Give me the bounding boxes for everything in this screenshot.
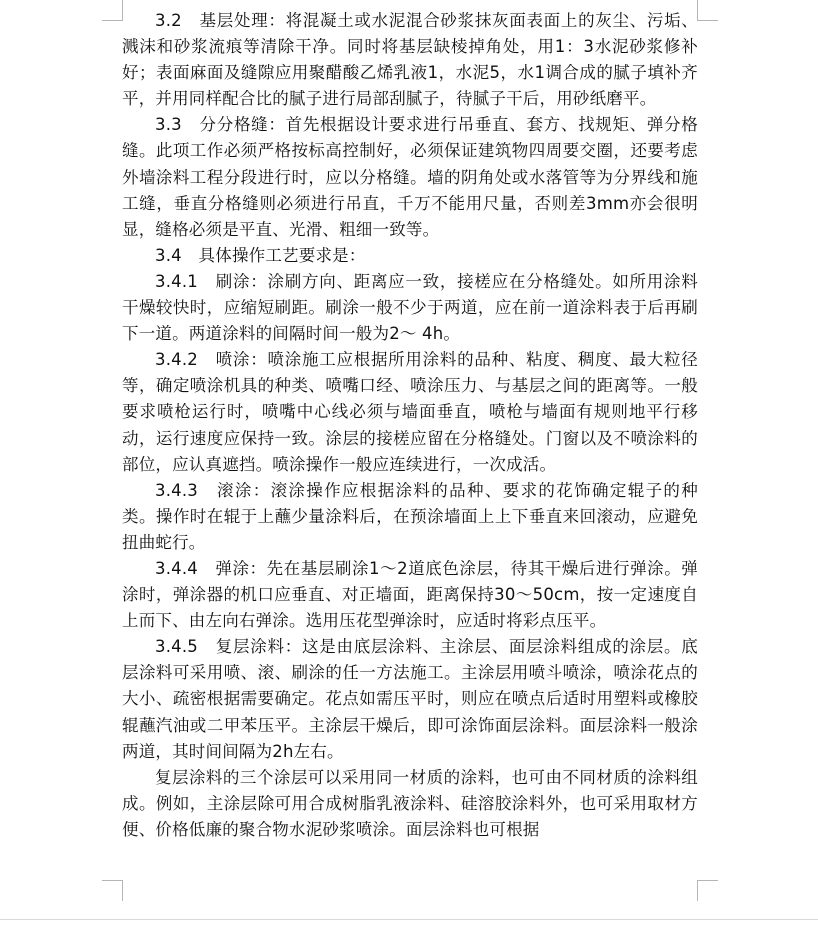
- paragraph-3-4-5: 3.4.5 复层涂料：这是由底层涂料、主涂层、面层涂料组成的涂层。底层涂料可采用喷、滚、刷涂的任一方法施工。主涂层用喷斗喷涂，喷涂花点的大小、疏密根据需要确定。花点如需压平时，则应在喷点后适时用塑料或橡胶辊蘸汽油或二甲苯压平。主涂层干燥后，即可涂饰面层涂料。面层涂料一般涂两道，其时间间隔为2h左右。: [122, 637, 698, 761]
- paragraph-3-4-3: 3.4.3 滚涂：滚涂操作应根据涂料的品种、要求的花饰确定辊子的种类。操作时在辊于上蘸少量涂料后，在预涂墙面上上下垂直来回滚动，应避免扭曲蛇行。: [122, 480, 698, 552]
- crop-mark-bottom-left: [102, 880, 123, 901]
- paragraph-multilayer-coating: 复层涂料的三个涂层可以采用同一材质的涂料，也可由不同材质的涂料组成。例如，主涂层除可用合成树脂乳液涂料、硅溶胶涂料外，也可采用取材方便、价格低廉的聚合物水泥砂浆喷涂。面层涂料也可根据: [122, 767, 698, 839]
- crop-mark-top-left: [102, 0, 123, 21]
- paragraph-3-3: 3.3 分分格缝：首先根据设计要求进行吊垂直、套方、找规矩、弹分格缝。此项工作必须严格按标高控制好，必须保证建筑物四周要交圈，还要考虑外墙涂料工程分段进行时，应以分格缝。墙的阴角处或水落管等为分界线和施工缝，垂直分格缝则必须进行吊直，千万不能用尺量，否则差3mm亦会很明显，缝格必须是平直、光滑、粗细一致等。: [122, 115, 698, 239]
- paragraph-3-4: 3.4 具体操作工艺要求是：: [155, 245, 366, 265]
- document-body: [122, 8, 698, 843]
- paragraph-3-4-2: 3.4.2 喷涂：喷涂施工应根据所用涂料的品种、粘度、稠度、最大粒径等，确定喷涂机具的种类、喷嘴口经、喷涂压力、与基层之间的距离等。一般要求喷枪运行时，喷嘴中心线必须与墙面垂直，喷枪与墙面有规则地平行移动，运行速度应保持一致。涂层的接槎应留在分格缝处。门窗以及不喷涂料的部位，应认真遮挡。喷涂操作一般应连续进行，一次成活。: [122, 350, 698, 474]
- crop-mark-bottom-right: [697, 880, 718, 901]
- page-bottom-divider: [0, 919, 818, 920]
- paragraph-3-4-4: 3.4.4 弹涂：先在基层刷涂1～2道底色涂层，待其干燥后进行弹涂。弹涂时，弹涂器的机口应垂直、对正墙面，距离保持30～50cm，按一定速度自上而下、由左向右弹涂。选用压花型弹涂时，应适时将彩点压平。: [122, 558, 698, 631]
- paragraph-3-2: 3.2 基层处理：将混凝土或水泥混合砂浆抹灰面表面上的灰尘、污垢、溅沫和砂浆流痕等清除干净。同时将基层缺棱掉角处，用1：3水泥砂浆修补好；表面麻面及缝隙应用聚醋酸乙烯乳液1，水泥5，水1调合成的腻子填补齐平，并用同样配合比的腻子进行局部刮腻子，待腻子干后，用砂纸磨平。: [122, 11, 698, 109]
- paragraph-3-4-1: 3.4.1 刷涂：涂刷方向、距离应一致，接槎应在分格缝处。如所用涂料干燥较快时，应缩短刷距。刷涂一般不少于两道，应在前一道涂料表于后再刷下一道。两道涂料的间隔时间一般为2～ 4h。: [122, 271, 698, 344]
- crop-mark-top-right: [697, 0, 718, 21]
